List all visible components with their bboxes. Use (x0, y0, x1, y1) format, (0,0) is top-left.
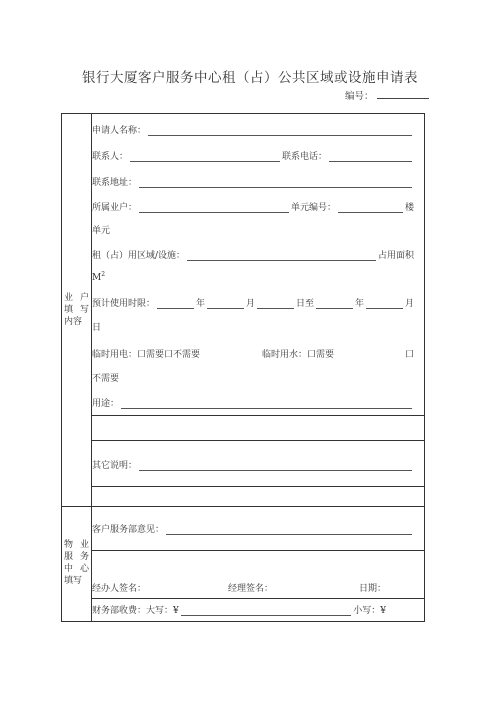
row-divider (92, 486, 424, 487)
signature-row (92, 581, 414, 594)
cs-opinion-row: 客户服务部意见： (92, 522, 414, 535)
contact-row: 联系人： 联系电话： (92, 149, 414, 162)
end-month-input[interactable] (366, 299, 403, 309)
section-divider (62, 506, 424, 507)
usage-period-row: 预计使用时限： 年 月 日至 年 月 (92, 299, 415, 309)
serial-number (345, 88, 429, 102)
start-year-input[interactable] (157, 299, 194, 309)
handler-signature-label: 经办人签名： (92, 584, 147, 594)
row-divider (92, 415, 424, 416)
area-unit: $M^2$ (92, 271, 106, 283)
owner-input[interactable] (139, 203, 289, 213)
row-divider (92, 440, 424, 441)
owner-row: 所属业户： 单元编号： 楼 (92, 203, 414, 213)
purpose-input[interactable] (121, 399, 412, 409)
form-title: 银行大厦客户服务中心租（占）公共区域或设施申请表 (82, 70, 418, 86)
manager-signature-label: 经理签名： (228, 584, 274, 594)
row-divider (92, 550, 424, 551)
unit-number-input[interactable] (338, 203, 403, 213)
contact-phone-input[interactable] (329, 152, 412, 162)
temp-power-option[interactable]: 临时用电：口需要口不需要 (92, 350, 201, 360)
temp-utilities-row (92, 347, 414, 360)
fee-row: 财务部收费：大写：¥ 小写：¥ (92, 606, 386, 616)
contact-address-input[interactable] (139, 178, 412, 188)
contact-person-input[interactable] (130, 152, 280, 162)
unit-label: 单元 (92, 226, 111, 236)
not-needed-label: 不需要 (92, 374, 120, 384)
start-month-input[interactable] (207, 299, 244, 309)
side-label-property: 物 业 服 务 中 心 填写 (64, 540, 89, 586)
purpose-row: 用途： (92, 396, 414, 409)
start-day-input[interactable] (257, 299, 294, 309)
end-year-input[interactable] (316, 299, 353, 309)
application-form-table (61, 113, 425, 622)
fee-uppercase-input[interactable] (181, 606, 352, 616)
contact-address-row: 联系地址： (92, 175, 414, 188)
other-notes-input[interactable] (139, 461, 412, 471)
column-divider (91, 114, 92, 621)
end-day-label: 日 (92, 323, 102, 333)
side-label-applicant: 业 户 填 写 内容 (64, 293, 89, 327)
applicant-name-row: 申请人名称： (92, 123, 414, 136)
date-label: 日期： (358, 584, 386, 594)
cs-opinion-input[interactable] (166, 525, 412, 535)
temp-water-option[interactable]: 临时用水：口需要 (262, 350, 335, 360)
row-divider (92, 598, 424, 599)
temp-water-not-needed-checkbox[interactable]: 口 (404, 350, 414, 360)
serial-label: 编号： (345, 91, 374, 102)
other-notes-row: 其它说明： (92, 458, 414, 471)
area-facility-input[interactable] (187, 251, 376, 261)
applicant-name-input[interactable] (148, 126, 412, 136)
area-facility-row: 租（占）用区域/设施： 占用面积 (92, 251, 414, 261)
serial-input-line[interactable] (377, 89, 429, 99)
